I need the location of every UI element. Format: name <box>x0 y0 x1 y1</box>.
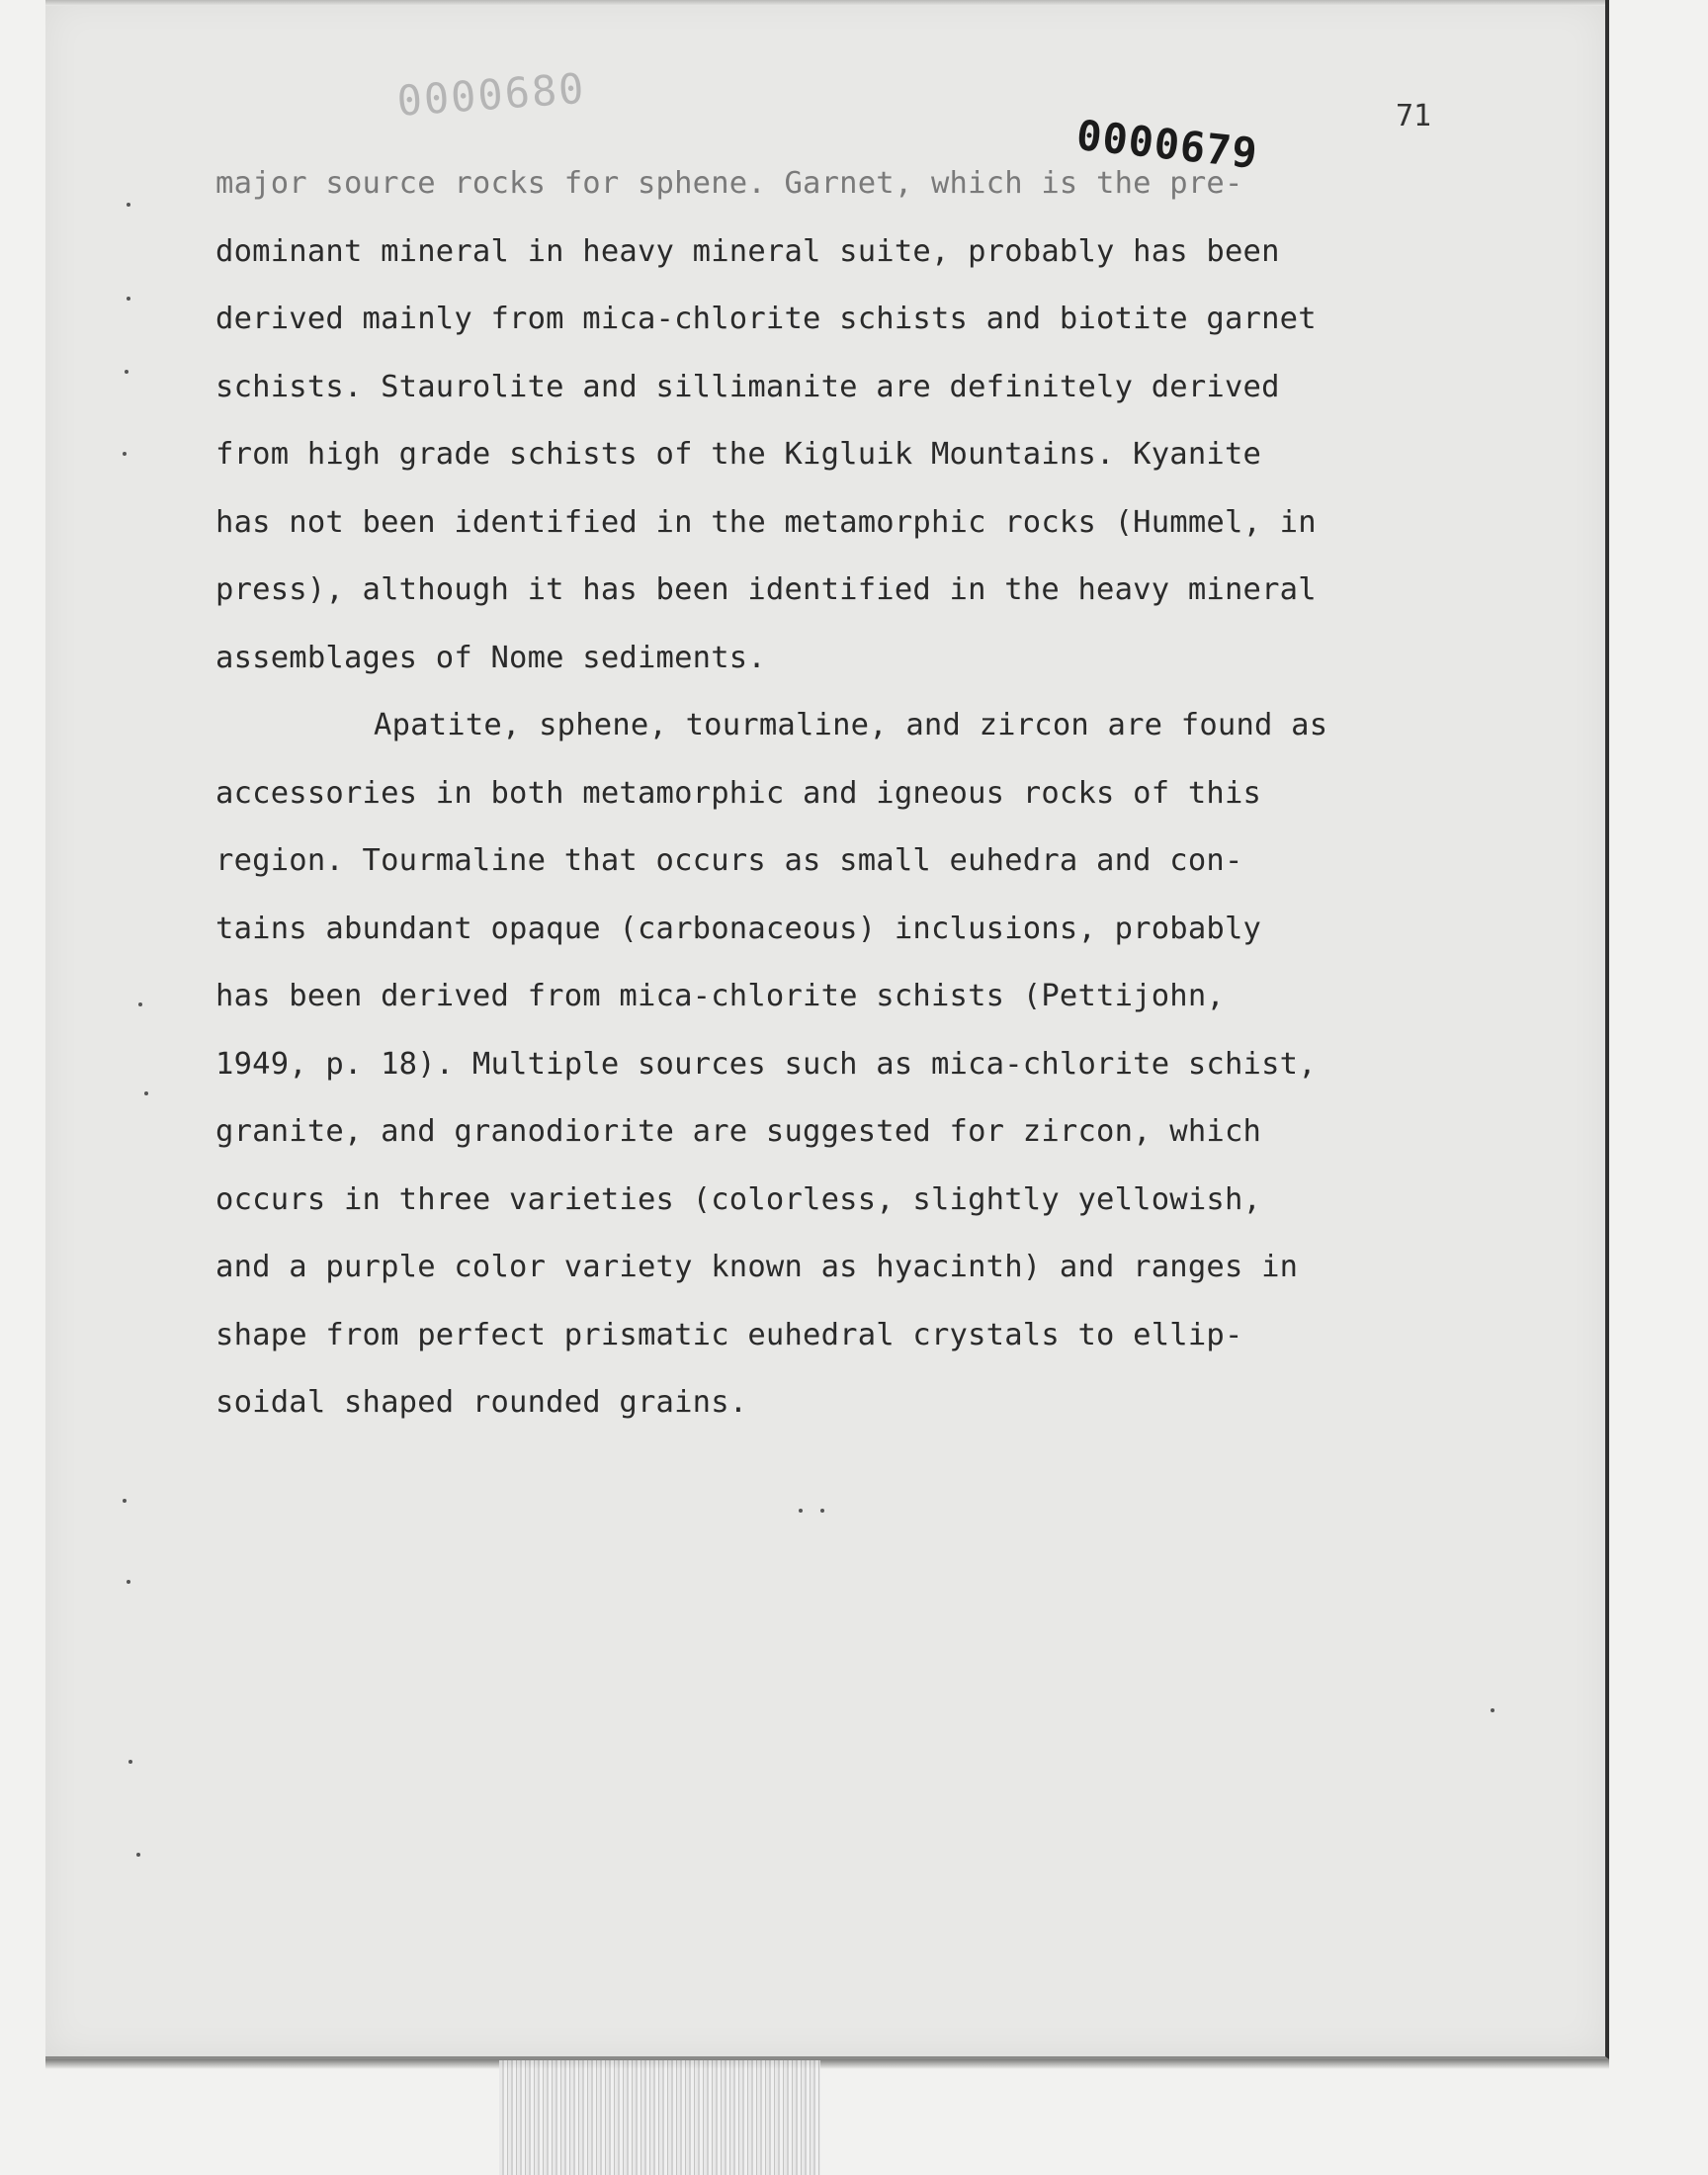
text-line: from high grade schists of the Kigluik Mountains. Kyanite <box>215 437 1262 472</box>
text-line: accessories in both metamorphic and igneous rocks of this <box>215 775 1262 811</box>
text-line: major source rocks for sphene. Garnet, which is the pre- <box>215 166 1243 201</box>
text-line: granite, and granodiorite are suggested for zircon, which <box>215 1114 1262 1149</box>
text-line: Apatite, sphene, tourmaline, and zircon are found as <box>374 708 1328 742</box>
scan-speck <box>123 1499 127 1503</box>
text-line: tains abundant opaque (carbonaceous) inclusions, probably <box>215 911 1262 946</box>
text-line: dominant mineral in heavy mineral suite, probably has been <box>215 233 1280 269</box>
text-line: has been derived from mica-chlorite schists (Pettijohn, <box>215 979 1225 1013</box>
scan-speck <box>144 1091 148 1095</box>
text-line: assemblages of Nome sediments. <box>215 640 766 675</box>
scan-speck <box>820 1509 824 1513</box>
scan-speck <box>799 1509 803 1513</box>
text-line: soidal shaped rounded grains. <box>215 1385 748 1420</box>
scan-speck <box>127 1580 130 1584</box>
scan-speck <box>123 452 127 456</box>
text-line: schists. Staurolite and sillimanite are definitely derived <box>215 369 1280 404</box>
text-line: has not been identified in the metamorphic rocks (Hummel, in <box>215 504 1317 540</box>
scan-speck <box>127 203 130 207</box>
body-text <box>215 150 1461 1437</box>
scan-speck <box>128 1760 132 1764</box>
scan-speck <box>125 370 128 374</box>
text-line: shape from perfect prismatic euhedral crystals to ellip- <box>215 1317 1243 1352</box>
text-line: occurs in three varieties (colorless, slightly yellowish, <box>215 1181 1262 1217</box>
scan-speck <box>138 1002 142 1006</box>
text-line: 1949, p. 18). Multiple sources such as mica-chlorite schist, <box>215 1046 1317 1082</box>
binding-strip <box>499 2060 820 2175</box>
paper-top-edge <box>45 0 1605 6</box>
document-stamp-number: 0000679 <box>1073 111 1261 178</box>
scan-speck <box>136 1853 140 1857</box>
page-number: 71 <box>1396 99 1432 133</box>
scan-speck <box>127 297 130 301</box>
scan-speck <box>1491 1708 1494 1712</box>
ghost-stamp-number: 0000680 <box>395 63 587 126</box>
paper-bottom-shadow <box>45 2059 1609 2069</box>
text-line: press), although it has been identified in the heavy mineral <box>215 572 1317 607</box>
text-line: region. Tourmaline that occurs as small euhedra and con- <box>215 843 1243 878</box>
text-line: derived mainly from mica-chlorite schists and biotite garnet <box>215 302 1317 336</box>
text-line: and a purple color variety known as hyacinth) and ranges in <box>215 1250 1299 1284</box>
